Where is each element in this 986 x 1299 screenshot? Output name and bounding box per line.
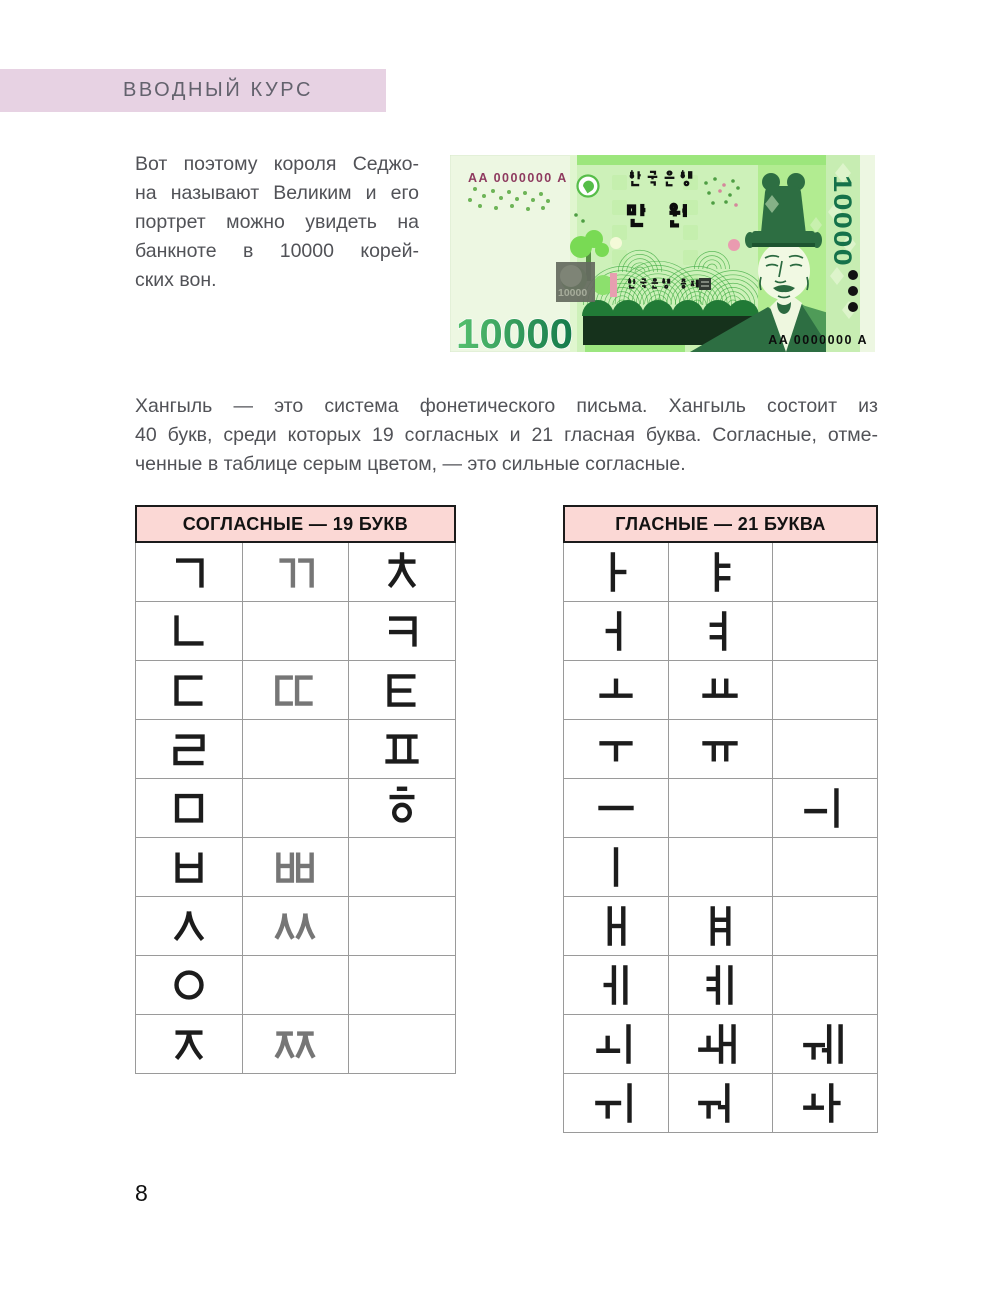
hangul-letter (799, 1018, 851, 1070)
paragraph-line: 40 букв, среди которых 19 согласных и 21 гласная буква. Согласные, отме- (135, 424, 878, 446)
letter-cell (243, 1015, 349, 1073)
hangul-letter (163, 546, 215, 598)
pink-flag-accent (610, 273, 617, 297)
hangul-letter (376, 723, 428, 775)
letter-cell (564, 602, 668, 660)
letter-cell (136, 602, 242, 660)
hangul-letter (590, 782, 642, 834)
hangul-letter (376, 664, 428, 716)
empty-cell (243, 956, 349, 1014)
letter-cell (669, 720, 773, 778)
watermark-value: 10000 (558, 287, 588, 299)
bottom-strip-left (585, 345, 685, 352)
letter-cell (349, 543, 455, 601)
braille-dots (848, 270, 858, 312)
hangul-letter (694, 605, 746, 657)
letter-cell (564, 838, 668, 896)
letter-cell (564, 720, 668, 778)
hangul-letter (376, 605, 428, 657)
letter-cell (564, 661, 668, 719)
hangul-letter (590, 605, 642, 657)
letter-cell (136, 720, 242, 778)
serial-number-top: AA 0000000 A (468, 171, 568, 185)
hangul-letter (799, 1077, 851, 1129)
pink-dot-accent (728, 239, 740, 251)
hangul-letter (163, 959, 215, 1011)
empty-cell (773, 602, 877, 660)
letter-cell (773, 1015, 877, 1073)
large-denomination-numerals: 10000 (456, 310, 573, 352)
empty-cell (773, 720, 877, 778)
letter-cell (669, 1015, 773, 1073)
chapter-header-bar (0, 69, 386, 112)
vowels-table-title: ГЛАСНЫЕ — 21 БУКВА (563, 505, 878, 543)
vowels-table-grid (563, 543, 878, 1133)
letter-cell (349, 720, 455, 778)
hangul-letter (269, 664, 321, 716)
hangul-letter (590, 900, 642, 952)
hangul-letter (163, 664, 215, 716)
letter-cell (136, 838, 242, 896)
letter-cell (243, 897, 349, 955)
empty-cell (243, 779, 349, 837)
banknote-top-strip (570, 155, 826, 165)
hangul-letter (376, 546, 428, 598)
letter-cell (136, 897, 242, 955)
letter-cell (136, 779, 242, 837)
empty-cell (349, 956, 455, 1014)
governor-seal (699, 278, 711, 290)
hangul-letter (163, 782, 215, 834)
consonants-table (135, 505, 456, 1074)
letter-cell (349, 602, 455, 660)
empty-cell (243, 720, 349, 778)
hangul-letter (163, 900, 215, 952)
paragraph-line: Хангыль — это система фонетического письма. Хангыль состоит из (135, 395, 878, 417)
empty-cell (669, 838, 773, 896)
bank-of-korea-logo (578, 176, 599, 197)
letter-cell (669, 543, 773, 601)
hangul-letter (269, 900, 321, 952)
letter-cell (136, 543, 242, 601)
empty-cell (773, 543, 877, 601)
empty-cell (349, 1015, 455, 1073)
letter-cell (136, 956, 242, 1014)
letter-cell (564, 779, 668, 837)
hangul-letter (694, 1077, 746, 1129)
paragraph-line: портрет можно увидеть на (135, 211, 419, 233)
hangul-letter (376, 782, 428, 834)
hangul-letter (163, 1018, 215, 1070)
paragraph-line: ских вон. (135, 269, 217, 291)
letter-cell (669, 1074, 773, 1132)
letter-cell (669, 661, 773, 719)
hangul-letter (694, 546, 746, 598)
letter-cell (136, 661, 242, 719)
letter-cell (564, 897, 668, 955)
vertical-value: 10000 (828, 175, 856, 250)
letter-cell (773, 1074, 877, 1132)
paragraph-line: Вот поэтому короля Седжо- (135, 153, 419, 175)
empty-cell (349, 897, 455, 955)
hangul-letter (590, 959, 642, 1011)
hangul-letter (694, 664, 746, 716)
hangul-letter (590, 841, 642, 893)
consonants-table-grid (135, 543, 456, 1074)
intro-paragraph (135, 150, 419, 295)
empty-cell (773, 838, 877, 896)
hangul-letter (799, 782, 851, 834)
hangul-paragraph (135, 392, 878, 479)
vowels-table (563, 505, 878, 1133)
letter-cell (136, 1015, 242, 1073)
hangul-letter (590, 664, 642, 716)
chapter-title: ВВОДНЫЙ КУРС (122, 79, 314, 101)
hangul-letter (590, 723, 642, 775)
empty-cell (349, 838, 455, 896)
hat-brim-shadow (752, 243, 815, 247)
empty-cell (669, 779, 773, 837)
paragraph-line: ченные в таблице серым цветом, — это сильные согласные. (135, 453, 686, 475)
hangul-letter (163, 605, 215, 657)
letter-cell (564, 543, 668, 601)
consonants-table-title: СОГЛАСНЫЕ — 19 БУКВ (135, 505, 456, 543)
letter-cell (669, 956, 773, 1014)
hangul-letter (269, 546, 321, 598)
letter-cell (243, 838, 349, 896)
hangul-letter (694, 900, 746, 952)
paragraph-line: банкноте в 10000 корей- (135, 240, 419, 262)
page-number: 8 (135, 1180, 148, 1206)
letter-cell (564, 1015, 668, 1073)
letter-cell (349, 661, 455, 719)
serial-number-bottom: AA 0000000 A (768, 333, 868, 347)
banknote-illustration (450, 155, 875, 352)
letter-cell (669, 897, 773, 955)
hangul-letter (163, 723, 215, 775)
letter-cell (243, 661, 349, 719)
letter-cell (564, 1074, 668, 1132)
paragraph-line: на называют Великим и его (135, 182, 419, 204)
empty-cell (243, 602, 349, 660)
hangul-letter (269, 1018, 321, 1070)
letter-cell (564, 956, 668, 1014)
hangul-letter (269, 841, 321, 893)
hangul-letter (590, 1018, 642, 1070)
letter-cell (773, 779, 877, 837)
letter-cell (243, 543, 349, 601)
watermark-square (556, 262, 595, 302)
hangul-letter (694, 723, 746, 775)
hangul-letter (590, 546, 642, 598)
hangul-letter (590, 1077, 642, 1129)
hangul-letter (694, 1018, 746, 1070)
empty-cell (773, 897, 877, 955)
hangul-letter (163, 841, 215, 893)
hangul-letter (694, 959, 746, 1011)
letter-cell (669, 602, 773, 660)
empty-cell (773, 956, 877, 1014)
empty-cell (773, 661, 877, 719)
letter-cell (349, 779, 455, 837)
